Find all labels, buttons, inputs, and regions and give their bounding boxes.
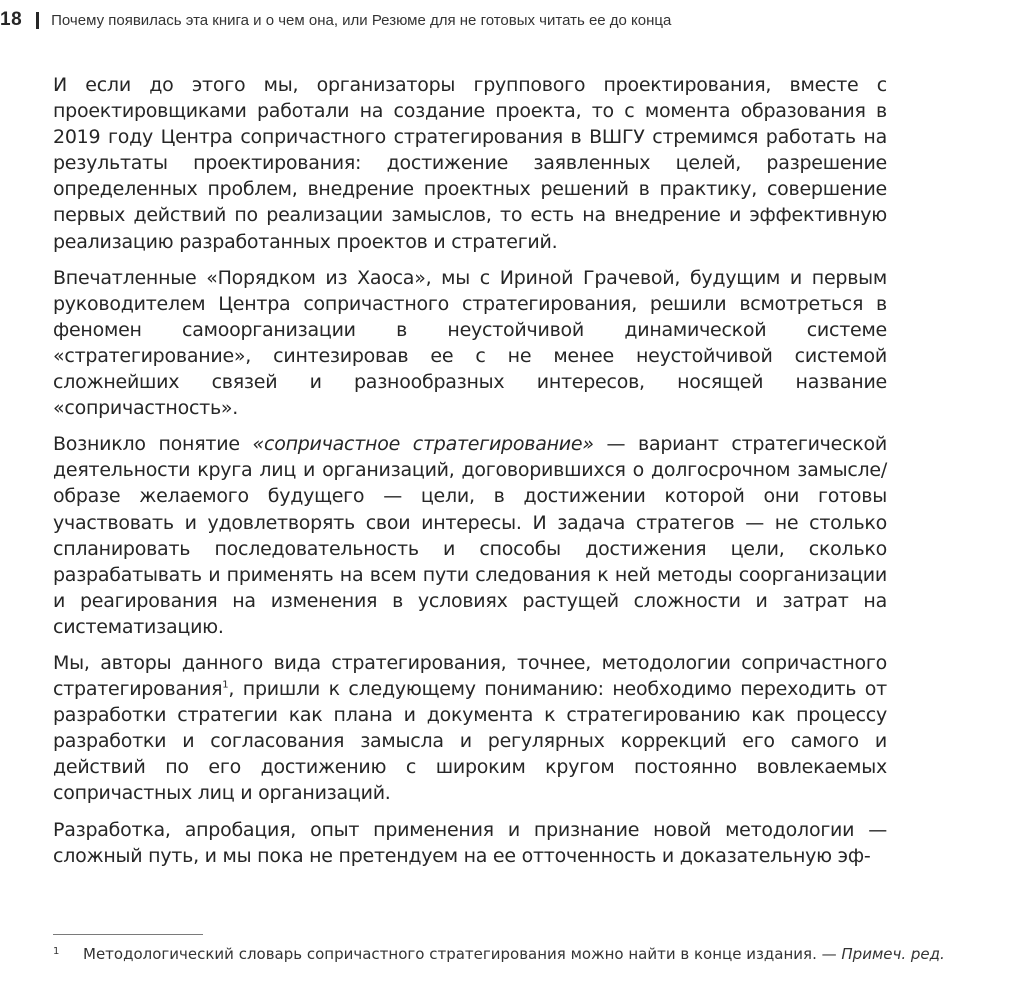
running-title: Почему появилась эта книга и о чем она, или Резюме для не готовых читать ее до конца (51, 11, 672, 29)
editor-note: Примеч. ред. (841, 945, 945, 963)
paragraph-3-end: — вариант стратегической деятельности круга лиц и организаций, договорившихся о долгосрочном замысле/образе желаемого будущего — цели, в достижении которой они готовы участвовать и удовлетворять свои интересы. И задача стратегов — не столько спланировать последовательность и способы достижения цели, сколько разрабатывать и применять на всем пути следования к ней методы соорганизации и реагирования на изменения в условиях растущей сложности и затрат на систематизацию. (53, 433, 887, 638)
footnote-body: Методологический словарь сопричастного стратегирования можно найти в конце издания. — (83, 945, 842, 963)
footnote-mark: 1 (53, 946, 60, 957)
paragraph-4-start: Мы, авторы данного вида стратегирования, точнее, методологии сопричастного стратегирования (53, 651, 887, 701)
footnote-reference[interactable]: 1 (222, 679, 229, 691)
header-separator (36, 12, 39, 29)
footnote-divider (53, 934, 203, 935)
paragraph-5: Разработка, апробация, опыт применения и признание новой методологии — сложный путь, и мы пока не претендуем на ее отточенность и доказательную эф- (53, 818, 887, 867)
paragraph-1: И если до этого мы, организаторы группового проектирования, вместе с проектировщиками работали на создание проекта, то с момента образования в 2019 году Центра сопричастного стратегирования в ВШГУ стремимся работать на результаты проектирования: достижение заявленных целей, разрешение определенных проблем, внедрение проектных решений в практику, совершение первых действий по реализации замыслов, то есть на внедрение и эффективную реализацию разработанных проектов и стратегий. (53, 74, 887, 253)
paragraph-4-end: , пришли к следующему пониманию: необходимо переходить от разработки стратегии как плана и документа к стратегированию как процессу разработки и согласования замысла и регулярных коррекций его самого и действий по его достижению с широким кругом постоянно вовлекаемых сопричастных лиц и организаций. (53, 678, 887, 805)
running-header (0, 8, 671, 32)
paragraph-4 (53, 650, 887, 807)
term-emphasis: «сопричастное стратегирование» (252, 433, 594, 456)
footnote (53, 943, 1013, 965)
footnote-text (83, 943, 1013, 965)
paragraph-2: Впечатленные «Порядком из Хаоса», мы с Ириной Грачевой, будущим и первым руководителем Центра сопричастного стратегирования, решили всмотреться в феномен самоорганизации в неустойчивой динамической системе «стратегирование», синтезировав ее с не менее неустойчивой системой сложнейших связей и разнообразных интересов, носящей название «сопричастность». (53, 266, 887, 420)
page-number: 18 (0, 9, 23, 30)
paragraph-3 (53, 431, 887, 640)
paragraph-3-start: Возникло понятие (53, 433, 253, 456)
main-text (53, 72, 887, 879)
